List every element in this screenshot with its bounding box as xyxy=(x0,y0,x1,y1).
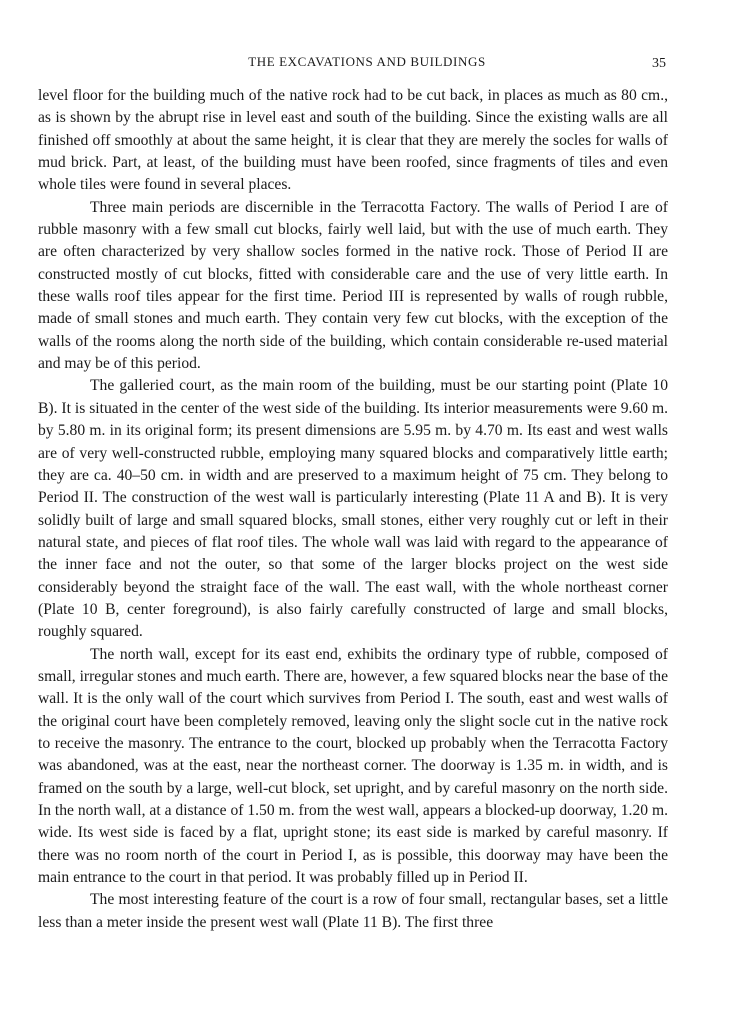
body-text xyxy=(38,85,668,934)
page-number: 35 xyxy=(652,56,666,71)
running-title: THE EXCAVATIONS AND BUILDINGS xyxy=(248,54,486,69)
paragraph-galleried-court: The galleried court, as the main room of the building, must be our starting point (Plate 10 B). It is situated in the center of the west side of the building. Its interior measurements were 9.60 m. by 5.80 m. in its original form; its present dimensions are 5.95 m. by 4.70 m. Its east and west walls are of very well-constructed rubble, employing many squared blocks and comparatively little earth; they are ca. 40–50 cm. in width and are preserved to a maximum height of 75 cm. They belong to Period II. The construction of the west wall is particularly interesting (Plate 11 A and B). It is very solidly built of large and small squared blocks, small stones, either very roughly cut or left in their natural state, and pieces of flat roof tiles. The whole wall was laid with regard to the appearance of the inner face and not the outer, so that some of the larger blocks project on the west side considerably beyond the straight face of the wall. The east wall, with the whole northeast corner (Plate 10 B, center foreground), is also fairly carefully constructed of large and small blocks, roughly squared. xyxy=(38,377,668,641)
running-header xyxy=(0,54,734,74)
paragraph-periods: Three main periods are discernible in the Terracotta Factory. The walls of Period I are of rubble masonry with a few small cut blocks, fairly well laid, but with the use of much earth. They are often characterized by very shallow socles formed in the native rock. Those of Period II are constructed mostly of cut blocks, fitted with considerable care and the use of very little earth. In these walls roof tiles appear for the first time. Period III is represented by walls of rough rubble, made of small stones and much earth. They contain very few cut blocks, with the exception of the walls of the rooms along the north side of the building, which contain considerable re-used material and may be of this period. xyxy=(38,198,668,373)
paragraph-bases: The most interesting feature of the court is a row of four small, rectangular bases, set a little less than a meter inside the present west wall (Plate 11 B). The first three xyxy=(38,891,668,931)
paragraph-continuation: level floor for the building much of the native rock had to be cut back, in places as much as 80 cm., as is shown by the abrupt rise in level east and south of the building. Since the existing walls are all finished off smoothly at about the same height, it is clear that they are merely the socles for walls of mud brick. Part, at least, of the building must have been roofed, since fragments of tiles and even whole tiles were found in several places. xyxy=(38,87,668,194)
paragraph-north-wall: The north wall, except for its east end, exhibits the ordinary type of rubble, composed of small, irregular stones and much earth. There are, however, a few squared blocks near the base of the wall. It is the only wall of the court which survives from Period I. The south, east and west walls of the original court have been completely removed, leaving only the slight socle cut in the native rock to receive the masonry. The entrance to the court, blocked up probably when the Terracotta Factory was abandoned, was at the east, near the northeast corner. The doorway is 1.35 m. in width, and is framed on the south by a large, well-cut block, set upright, and by careful masonry on the north side. In the north wall, at a distance of 1.50 m. from the west wall, appears a blocked-up doorway, 1.20 m. wide. Its west side is faced by a flat, upright stone; its east side is marked by careful masonry. If there was no room north of the court in Period I, as is possible, this doorway may have been the main entrance to the court in that period. It was probably filled up in Period II. xyxy=(38,645,668,887)
